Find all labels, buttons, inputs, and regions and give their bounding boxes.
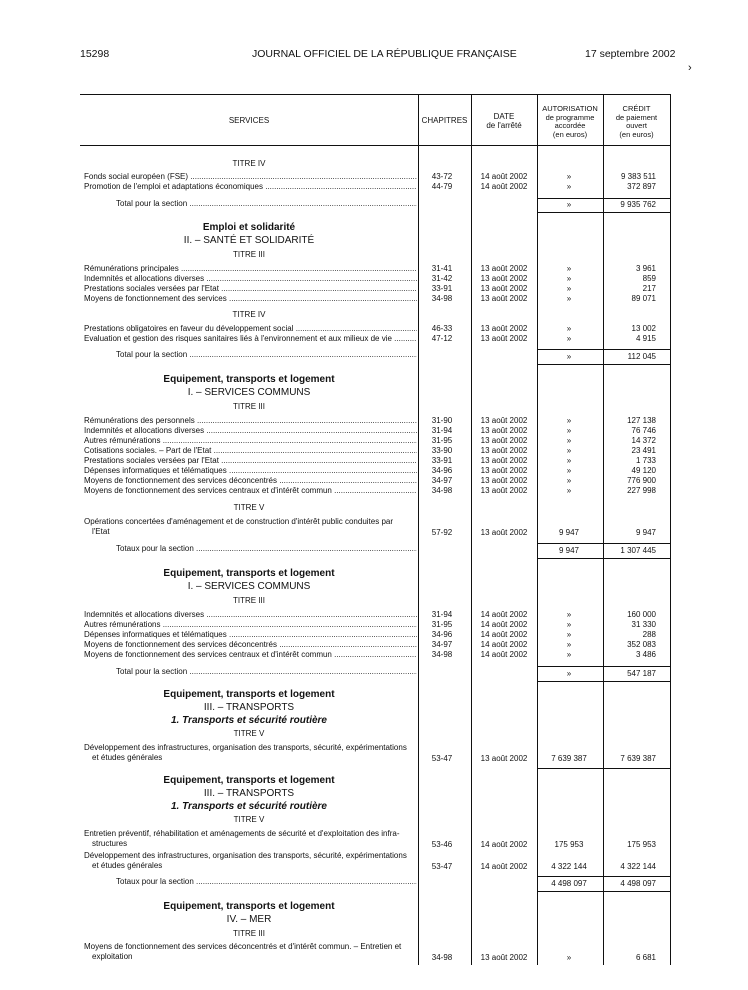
row-autorisation: »	[566, 274, 572, 283]
row-label: Développement des infrastructures, organisation des transports, sécurité, expérimentations et études générales	[84, 851, 407, 870]
row-date: 13 août 2002	[480, 264, 528, 273]
section-titre: TITRE IV	[232, 310, 266, 319]
ministry-title: Equipement, transports et logement	[163, 775, 335, 786]
row-autorisation: »	[566, 486, 572, 495]
row-credit: 352 083	[627, 640, 656, 649]
row-label: Autres rémunérations .....	[84, 436, 417, 446]
row-chapitre: 47-12	[431, 334, 453, 343]
ministry-title: Equipement, transports et logement	[163, 374, 335, 385]
row-date: 13 août 2002	[480, 446, 528, 455]
total-autorisation: 4 498 097	[551, 879, 587, 888]
total-autorisation: »	[566, 352, 572, 361]
row-autorisation: 9 947	[558, 528, 580, 537]
row-chapitre: 43-72	[431, 172, 453, 181]
row-label: Moyens de fonctionnement des services déconcentrés et d'intérêt commun. – Entretien et exploitation	[84, 942, 402, 961]
row-credit: 227 998	[627, 486, 656, 495]
row-label: Prestations sociales versées par l'Etat .....	[84, 456, 417, 466]
appropriations-table	[80, 94, 671, 965]
row-chapitre: 34-96	[431, 630, 453, 639]
row-label: Dépenses informatiques et télématiques .....	[84, 630, 417, 640]
row-label: Indemnités et allocations diverses .....	[84, 274, 417, 284]
row-date: 13 août 2002	[480, 436, 528, 445]
total-credit: 4 498 097	[620, 879, 656, 888]
section-titre: TITRE III	[233, 250, 265, 259]
row-chapitre: 31-95	[431, 620, 453, 629]
total-label: Totaux pour la section .....	[116, 544, 417, 554]
total-autorisation: »	[566, 200, 572, 209]
row-date: 14 août 2002	[480, 182, 528, 191]
row-date: 14 août 2002	[480, 862, 528, 871]
total-label: Total pour la section .....	[116, 199, 417, 209]
row-chapitre: 31-95	[431, 436, 453, 445]
row-date: 13 août 2002	[480, 426, 528, 435]
service-title: III. – TRANSPORTS	[203, 702, 295, 713]
row-autorisation: »	[566, 953, 572, 962]
row-label: Prestations obligatoires en faveur du développement social .....	[84, 324, 417, 334]
total-credit: 112 045	[627, 352, 656, 361]
row-date: 13 août 2002	[480, 274, 528, 283]
row-credit: 9 947	[635, 528, 656, 537]
row-chapitre: 31-42	[431, 274, 453, 283]
row-label: Cotisations sociales. – Part de l'Etat .....	[84, 446, 417, 456]
row-autorisation: »	[566, 284, 572, 293]
row-autorisation: »	[566, 640, 572, 649]
row-credit: 859	[642, 274, 656, 283]
total-autorisation: »	[566, 669, 572, 678]
row-chapitre: 31-94	[431, 426, 453, 435]
row-autorisation: »	[566, 610, 572, 619]
row-autorisation: »	[566, 264, 572, 273]
section-titre: TITRE IV	[232, 159, 266, 168]
row-autorisation: »	[566, 182, 572, 191]
row-label: Dépenses informatiques et télématiques .....	[84, 466, 417, 476]
row-credit: 7 639 387	[620, 754, 656, 763]
row-label: Développement des infrastructures, organisation des transports, sécurité, expérimentations et études générales	[84, 743, 407, 762]
row-credit: 127 138	[627, 416, 656, 425]
ministry-title: Emploi et solidarité	[202, 222, 296, 233]
row-chapitre: 57-92	[431, 528, 453, 537]
service-title: I. – SERVICES COMMUNS	[187, 387, 311, 398]
section-titre: TITRE III	[233, 402, 265, 411]
row-label: Rémunérations des personnels .....	[84, 416, 417, 426]
ministry-title: Equipement, transports et logement	[163, 689, 335, 700]
row-label: Indemnités et allocations diverses .....	[84, 610, 417, 620]
row-credit: 4 915	[635, 334, 656, 343]
row-date: 13 août 2002	[480, 528, 528, 537]
row-label: Moyens de fonctionnement des services centraux et d'intérêt commun .....	[84, 486, 417, 496]
total-label: Total pour la section .....	[116, 350, 417, 360]
service-title: I. – SERVICES COMMUNS	[187, 581, 311, 592]
page-number: 15298	[80, 48, 110, 60]
row-date: 13 août 2002	[480, 294, 528, 303]
row-credit: 6 681	[635, 953, 656, 962]
row-credit: 89 071	[631, 294, 656, 303]
row-date: 14 août 2002	[480, 620, 528, 629]
section-titre: TITRE V	[233, 815, 265, 824]
total-credit: 9 935 762	[620, 200, 656, 209]
row-credit: 9 383 511	[621, 172, 656, 181]
row-chapitre: 34-96	[431, 466, 453, 475]
row-date: 14 août 2002	[480, 650, 528, 659]
row-autorisation: »	[566, 324, 572, 333]
row-date: 14 août 2002	[480, 610, 528, 619]
row-autorisation: »	[566, 294, 572, 303]
row-credit: 76 746	[631, 426, 656, 435]
ministry-title: Equipement, transports et logement	[163, 901, 335, 912]
row-credit: 288	[642, 630, 656, 639]
row-chapitre: 31-41	[431, 264, 453, 273]
row-date: 14 août 2002	[480, 172, 528, 181]
row-date: 14 août 2002	[480, 840, 528, 849]
row-credit: 3 486	[635, 650, 656, 659]
row-chapitre: 53-46	[431, 840, 453, 849]
total-credit: 547 187	[627, 669, 656, 678]
row-date: 14 août 2002	[480, 640, 528, 649]
row-autorisation: »	[566, 416, 572, 425]
row-credit: 175 953	[627, 840, 656, 849]
header-autorisation: AUTORISATION de programme accordée (en euros)	[542, 104, 598, 139]
row-credit: 4 322 144	[620, 862, 656, 871]
row-date: 13 août 2002	[480, 334, 528, 343]
row-label: Moyens de fonctionnement des services déconcentrés .....	[84, 640, 417, 650]
row-chapitre: 34-97	[431, 476, 453, 485]
subtitle: 1. Transports et sécurité routière	[171, 715, 327, 726]
row-label: Promotion de l'emploi et adaptations économiques .....	[84, 182, 417, 192]
section-titre: TITRE V	[233, 729, 265, 738]
row-chapitre: 34-98	[431, 294, 453, 303]
row-autorisation: 7 639 387	[551, 754, 587, 763]
row-autorisation: »	[566, 630, 572, 639]
row-autorisation: »	[566, 436, 572, 445]
row-date: 13 août 2002	[480, 284, 528, 293]
row-chapitre: 31-94	[431, 610, 453, 619]
header-chapitres: CHAPITRES	[421, 116, 468, 125]
row-label: Indemnités et allocations diverses .....	[84, 426, 417, 436]
total-label: Totaux pour la section .....	[116, 877, 417, 887]
row-chapitre: 33-91	[431, 456, 453, 465]
row-chapitre: 34-98	[431, 650, 453, 659]
row-credit: 160 000	[627, 610, 656, 619]
total-autorisation: 9 947	[558, 546, 580, 555]
row-autorisation: »	[566, 466, 572, 475]
total-label: Total pour la section .....	[116, 667, 417, 677]
row-autorisation: »	[566, 620, 572, 629]
header-date: DATE de l'arrêté	[486, 112, 522, 130]
section-titre: TITRE V	[233, 503, 265, 512]
row-chapitre: 34-97	[431, 640, 453, 649]
row-label: Moyens de fonctionnement des services .....	[84, 294, 417, 304]
row-autorisation: »	[566, 172, 572, 181]
row-chapitre: 46-33	[431, 324, 453, 333]
row-date: 13 août 2002	[480, 416, 528, 425]
row-chapitre: 33-90	[431, 446, 453, 455]
row-credit: 31 330	[631, 620, 656, 629]
row-credit: 776 900	[627, 476, 656, 485]
header-services: SERVICES	[228, 116, 270, 125]
section-titre: TITRE III	[233, 929, 265, 938]
row-chapitre: 53-47	[431, 754, 453, 763]
row-credit: 13 002	[631, 324, 656, 333]
row-label: Evaluation et gestion des risques sanitaires liés à l'environnement et aux milieux de vie .....	[84, 334, 417, 344]
row-chapitre: 33-91	[431, 284, 453, 293]
row-credit: 217	[642, 284, 656, 293]
issue-date: 17 septembre 2002	[585, 48, 676, 60]
row-label: Rémunérations principales .....	[84, 264, 417, 274]
service-title: III. – TRANSPORTS	[203, 788, 295, 799]
row-chapitre: 31-90	[431, 416, 453, 425]
row-date: 13 août 2002	[480, 754, 528, 763]
row-date: 13 août 2002	[480, 324, 528, 333]
row-label: Opérations concertées d'aménagement et de construction d'intérêt public conduites par l'Etat	[84, 517, 394, 536]
row-autorisation: »	[566, 426, 572, 435]
service-title: II. – SANTÉ ET SOLIDARITÉ	[183, 235, 315, 246]
row-credit: 372 897	[627, 182, 656, 191]
row-label: Moyens de fonctionnement des services centraux et d'intérêt commun .....	[84, 650, 417, 660]
row-date: 13 août 2002	[480, 486, 528, 495]
row-label: Entretien préventif, réhabilitation et aménagements de sécurité et d'exploitation des infra- structures	[84, 829, 400, 848]
row-label: Autres rémunérations .....	[84, 620, 417, 630]
row-label: Prestations sociales versées par l'Etat .....	[84, 284, 417, 294]
row-autorisation: »	[566, 650, 572, 659]
header-credit: CRÉDIT de paiement ouvert (en euros)	[615, 104, 658, 139]
row-chapitre: 34-98	[431, 953, 453, 962]
row-autorisation: »	[566, 456, 572, 465]
journal-title: JOURNAL OFFICIEL DE LA RÉPUBLIQUE FRANÇAISE	[252, 48, 517, 60]
row-date: 13 août 2002	[480, 456, 528, 465]
margin-mark: ›	[688, 62, 692, 74]
row-date: 13 août 2002	[480, 476, 528, 485]
row-credit: 1 733	[635, 456, 656, 465]
row-date: 13 août 2002	[480, 466, 528, 475]
row-credit: 23 491	[631, 446, 656, 455]
total-credit: 1 307 445	[620, 546, 656, 555]
ministry-title: Equipement, transports et logement	[163, 568, 335, 579]
row-label: Fonds social européen (FSE) .....	[84, 172, 417, 182]
row-autorisation: »	[566, 334, 572, 343]
row-autorisation: »	[566, 476, 572, 485]
row-chapitre: 44-79	[431, 182, 453, 191]
row-chapitre: 53-47	[431, 862, 453, 871]
service-title: IV. – MER	[226, 914, 272, 925]
row-date: 14 août 2002	[480, 630, 528, 639]
subtitle: 1. Transports et sécurité routière	[171, 801, 327, 812]
row-chapitre: 34-98	[431, 486, 453, 495]
row-credit: 3 961	[635, 264, 656, 273]
row-date: 13 août 2002	[480, 953, 528, 962]
section-titre: TITRE III	[233, 596, 265, 605]
row-autorisation: »	[566, 446, 572, 455]
row-credit: 14 372	[631, 436, 656, 445]
row-credit: 49 120	[631, 466, 656, 475]
row-label: Moyens de fonctionnement des services déconcentrés .....	[84, 476, 417, 486]
row-autorisation: 175 953	[554, 840, 584, 849]
row-autorisation: 4 322 144	[551, 862, 587, 871]
